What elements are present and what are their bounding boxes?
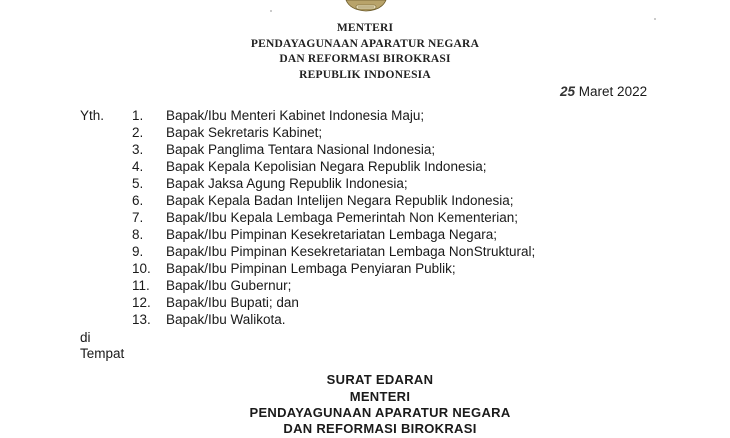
letterhead-line: DAN REFORMASI BIROKRASI <box>279 53 451 65</box>
recipient-salutation: Yth. <box>80 108 105 123</box>
place-tempat: Tempat <box>80 346 125 361</box>
place-di: di <box>80 330 91 345</box>
circular-title-line: SURAT EDARAN <box>326 372 434 387</box>
circular-title-line: DAN REFORMASI BIROKRASI <box>283 421 477 436</box>
date-day: 25 <box>560 84 576 99</box>
letter-date <box>560 84 647 99</box>
scan-speck <box>654 18 656 20</box>
date-month-year: Maret 2022 <box>578 84 648 99</box>
garuda-emblem-icon <box>344 0 388 12</box>
letterhead-line: MENTERI <box>336 22 394 34</box>
scan-speck <box>270 10 272 12</box>
letterhead-line: PENDAYAGUNAAN APARATUR NEGARA <box>250 38 480 50</box>
circular-title-line: PENDAYAGUNAAN APARATUR NEGARA <box>249 405 511 420</box>
circular-title-line: MENTERI <box>349 389 411 404</box>
letterhead-line: REPUBLIK INDONESIA <box>299 69 431 81</box>
